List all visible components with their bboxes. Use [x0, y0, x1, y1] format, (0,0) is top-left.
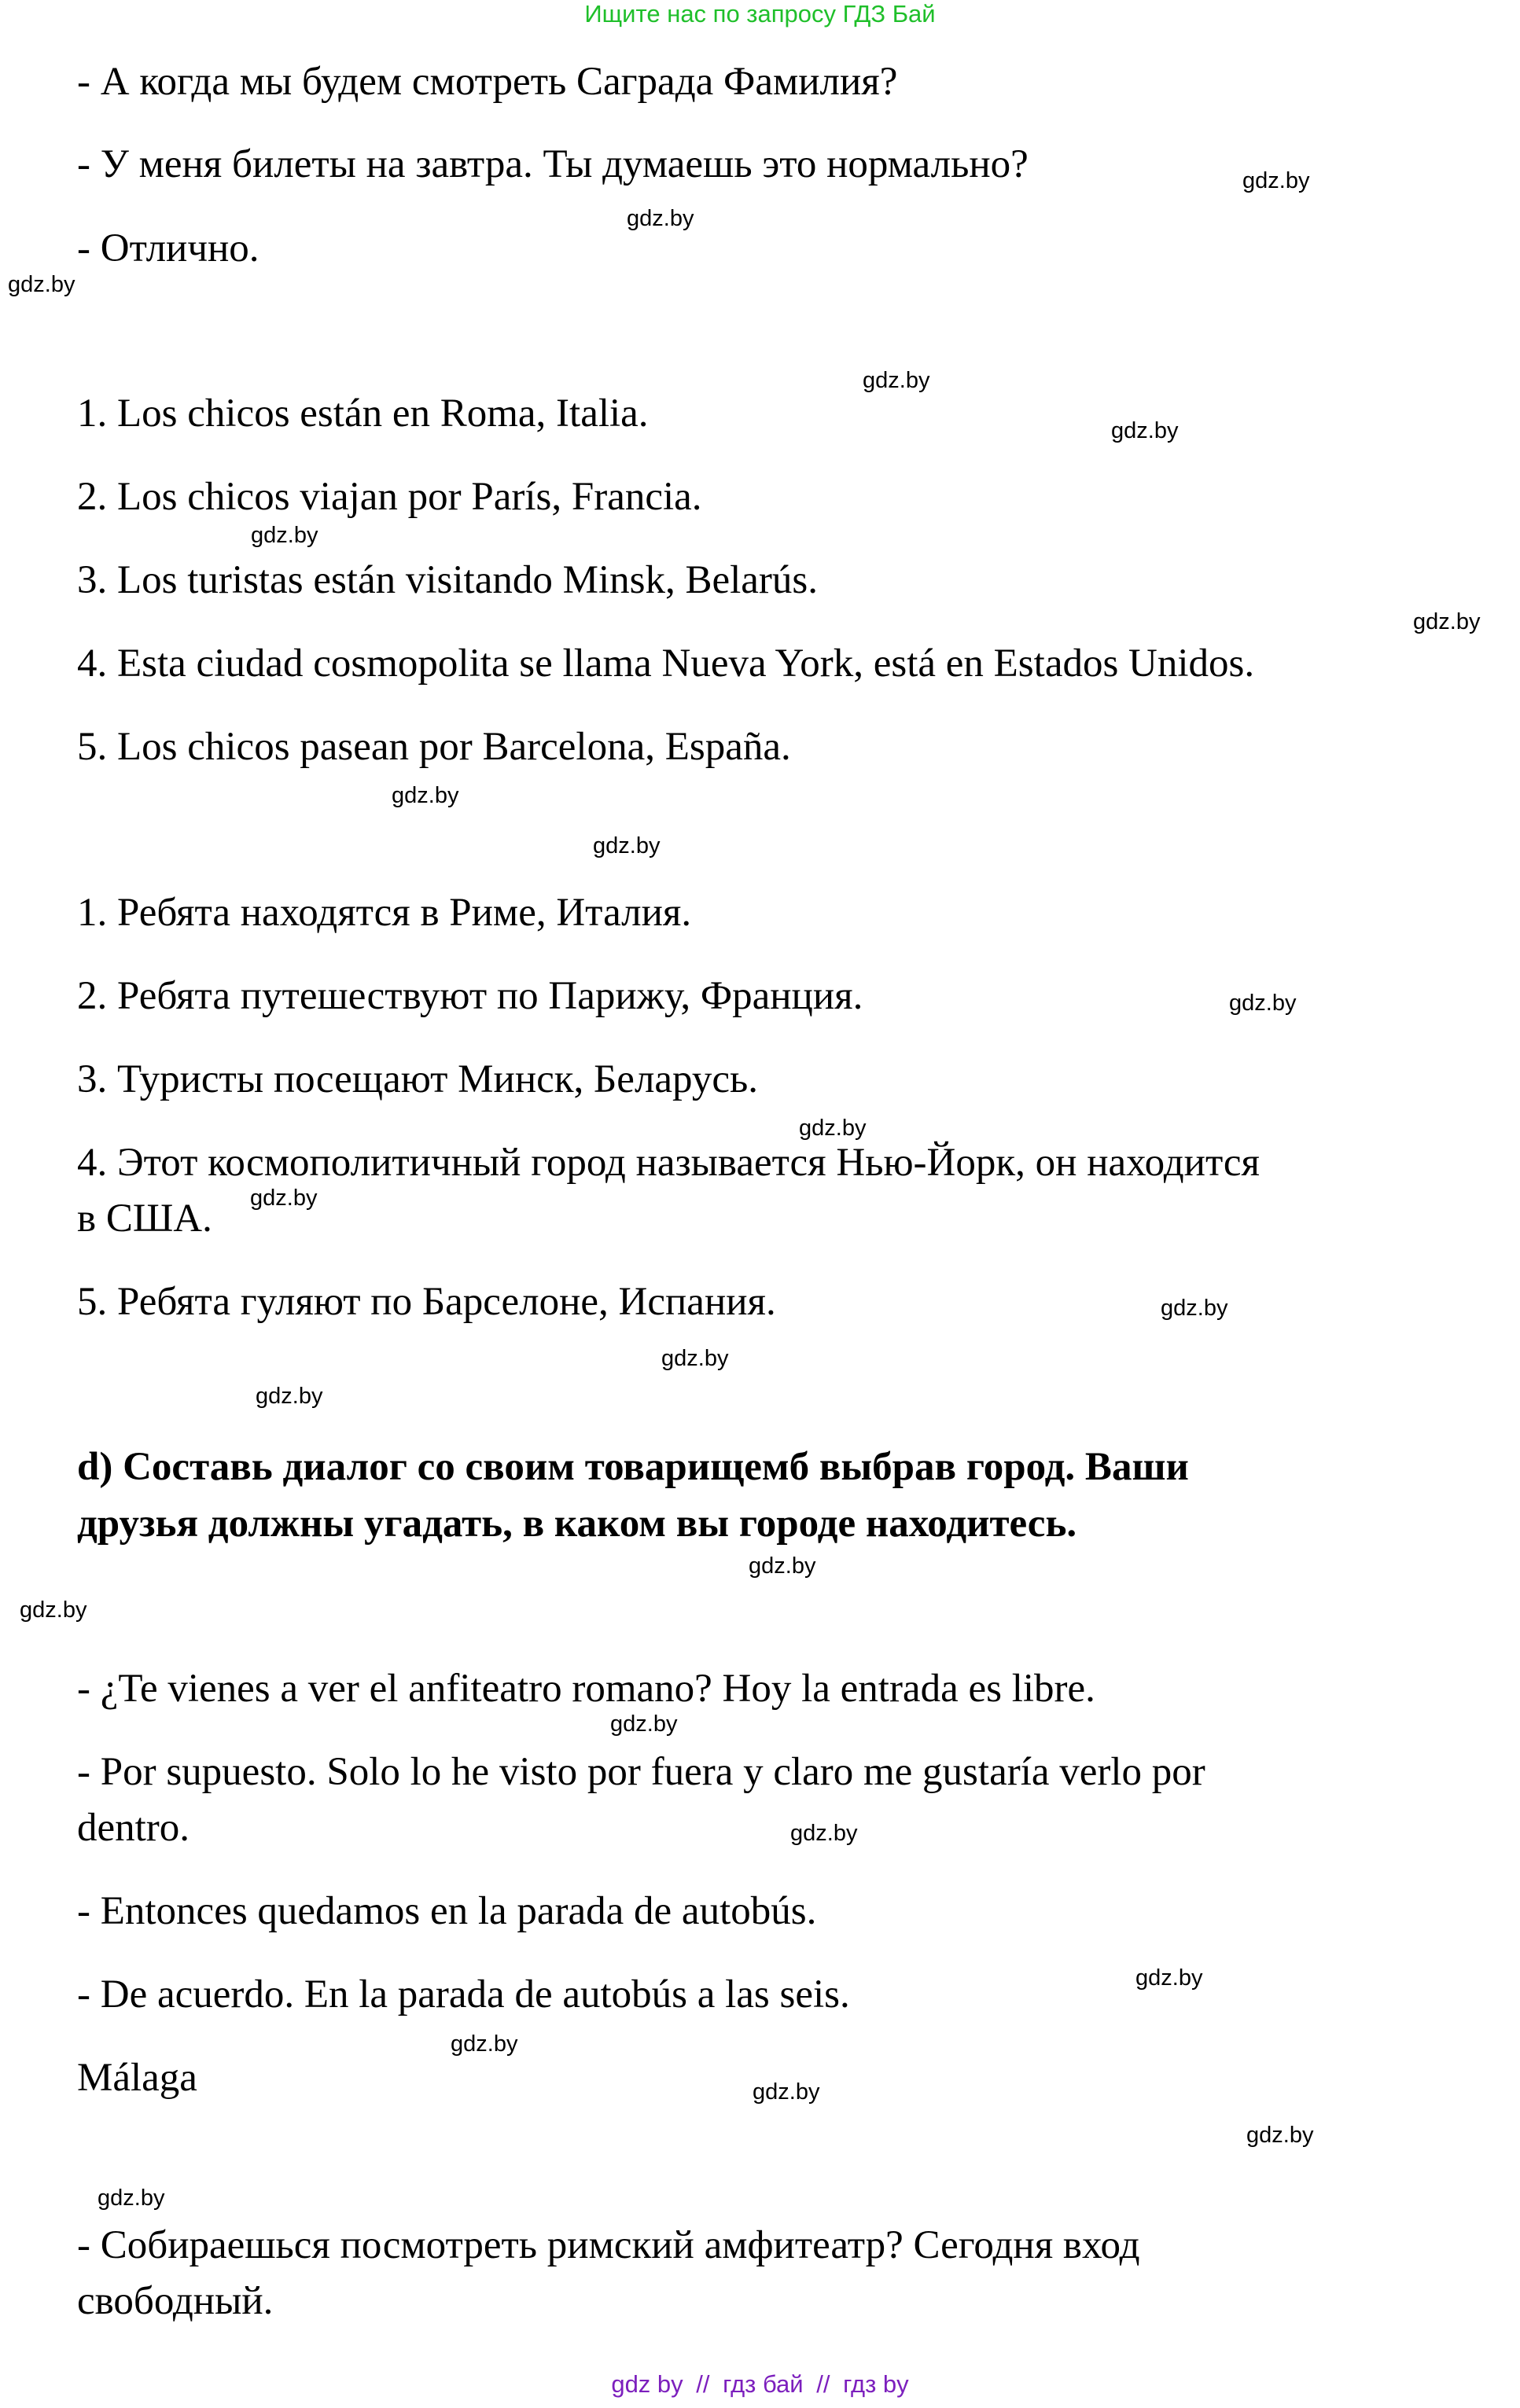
watermark: gdz.by — [1161, 1296, 1228, 1321]
dialog-line-continuation: dentro. — [77, 1806, 190, 1850]
watermark: gdz.by — [1111, 418, 1179, 443]
watermark: gdz.by — [1246, 2123, 1314, 2148]
watermark: gdz.by — [251, 523, 318, 548]
watermark: gdz.by — [98, 2186, 165, 2211]
watermark: gdz.by — [451, 2031, 518, 2057]
list-item: 3. Los turistas están visitando Minsk, Belarús. — [77, 558, 819, 602]
list-item: 4. Esta ciudad cosmopolita se llama Nueva York, está en Estados Unidos. — [77, 642, 1255, 686]
watermark: gdz.by — [1242, 168, 1310, 193]
dialog-line: - У меня билеты на завтра. Ты думаешь это нормально? — [77, 142, 1029, 186]
list-item: 2. Los chicos viajan por París, Francia. — [77, 475, 702, 519]
list-item: 5. Ребята гуляют по Барселоне, Испания. — [77, 1280, 776, 1324]
watermark: gdz.by — [250, 1186, 318, 1211]
dialog-line: - Собираешься посмотреть римский амфитеатр? Сегодня вход — [77, 2223, 1140, 2267]
watermark: gdz.by — [593, 833, 661, 858]
city-name: Málaga — [77, 2056, 197, 2100]
dialog-line: - De acuerdo. En la parada de autobús a las seis. — [77, 1972, 850, 2016]
footer-link-gdz-by[interactable]: gdz by — [611, 2370, 683, 2398]
dialog-line: - Por supuesto. Solo lo he visto por fuera y claro me gustaría verlo por — [77, 1750, 1205, 1794]
dialog-line: - Entonces quedamos en la parada de autobús. — [77, 1889, 817, 1933]
list-item-continuation: в США. — [77, 1197, 212, 1241]
watermark: gdz.by — [790, 1821, 858, 1846]
watermark: gdz.by — [256, 1384, 323, 1409]
list-item: 2. Ребята путешествуют по Парижу, Франция. — [77, 974, 863, 1018]
task-heading-line-1: d) Составь диалог со своим товарищемб выбрав город. Ваши — [77, 1445, 1189, 1489]
watermark: gdz.by — [8, 272, 75, 297]
watermark: gdz.by — [610, 1711, 678, 1737]
watermark: gdz.by — [753, 2079, 820, 2105]
task-heading-line-2: друзья должны угадать, в каком вы городе находитесь. — [77, 1502, 1077, 1546]
watermark: gdz.by — [863, 368, 930, 393]
footer-links — [0, 2370, 1520, 2399]
dialog-line: - Отлично. — [77, 226, 259, 270]
dialog-line: - ¿Te vienes a ver el anfiteatro romano? Hoy la entrada es libre. — [77, 1667, 1095, 1711]
list-item: 1. Los chicos están en Roma, Italia. — [77, 392, 649, 436]
list-item: 1. Ребята находятся в Риме, Италия. — [77, 891, 692, 935]
watermark: gdz.by — [392, 783, 459, 808]
watermark: gdz.by — [799, 1116, 867, 1141]
footer-link-gdz-bai[interactable]: гдз бай — [723, 2370, 804, 2398]
watermark: gdz.by — [1413, 609, 1481, 634]
watermark: gdz.by — [661, 1346, 729, 1371]
footer-link-gdz-by-ru[interactable]: гдз by — [843, 2370, 909, 2398]
dialog-line: - А когда мы будем смотреть Саграда Фамилия? — [77, 60, 898, 104]
watermark: gdz.by — [20, 1597, 87, 1623]
footer-separator: // — [696, 2370, 710, 2398]
watermark: gdz.by — [1229, 991, 1297, 1016]
dialog-line-continuation: свободный. — [77, 2279, 274, 2323]
watermark: gdz.by — [1135, 1965, 1203, 1991]
watermark: gdz.by — [627, 206, 694, 231]
list-item: 5. Los chicos pasean por Barcelona, España. — [77, 725, 791, 769]
header-banner[interactable]: Ищите нас по запросу ГДЗ Бай — [584, 0, 936, 28]
footer-separator: // — [816, 2370, 830, 2398]
list-item: 3. Туристы посещают Минск, Беларусь. — [77, 1057, 759, 1101]
list-item: 4. Этот космополитичный город называется Нью-Йорк, он находится — [77, 1141, 1260, 1185]
watermark: gdz.by — [749, 1553, 816, 1579]
